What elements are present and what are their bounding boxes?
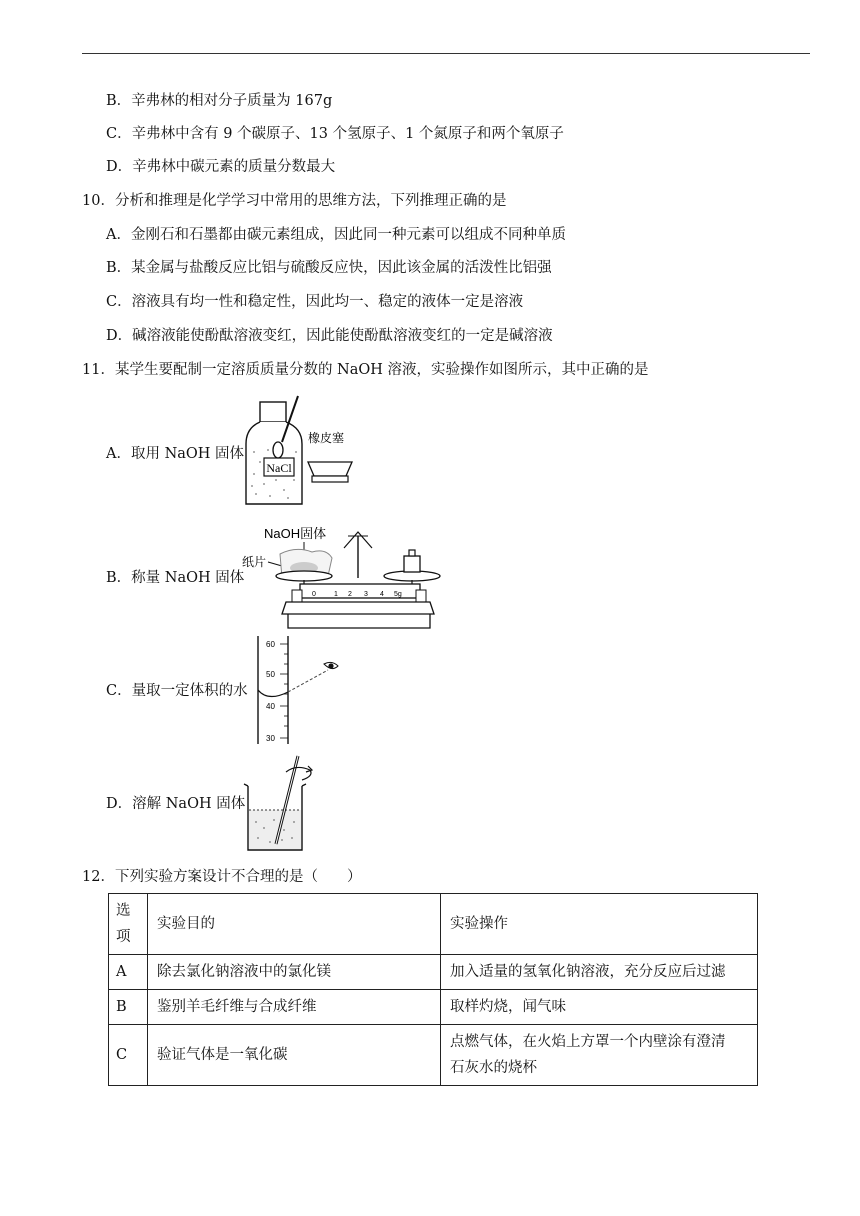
figure-measure-water — [236, 634, 356, 746]
svg-text:5g: 5g — [394, 591, 402, 598]
table-row — [109, 955, 758, 990]
svg-text:4: 4 — [380, 591, 384, 598]
graduated-cylinder-illustration — [236, 634, 356, 746]
svg-text:0: 0 — [312, 591, 316, 598]
beaker-illustration — [238, 752, 328, 856]
header-option: 选 项 — [109, 894, 148, 955]
row-option: B — [109, 990, 148, 1025]
row-operation: 取样灼烧，闻气味 — [441, 990, 758, 1025]
figure-weigh-solid — [240, 518, 445, 636]
header-operation: 实验操作 — [441, 894, 758, 955]
q9-option-c: C．辛弗林中含有 9 个碳原子、13 个氢原子、1 个氮原子和两个氧原子 — [106, 126, 564, 142]
q11-option-c: C．量取一定体积的水 — [106, 683, 248, 699]
svg-text:60: 60 — [266, 640, 275, 649]
q11-stem: 11．某学生要配制一定溶质质量分数的 NaOH 溶液，实验操作如图所示，其中正确的是 — [82, 362, 649, 378]
row-option: C — [109, 1025, 148, 1086]
table-row — [109, 990, 758, 1025]
figure-dissolve-solid — [238, 752, 328, 856]
q9-option-b: B．辛弗林的相对分子质量为 167g — [106, 93, 333, 109]
table-header-row — [109, 894, 758, 955]
q10-option-d: D．碱溶液能使酚酞溶液变红，因此能使酚酞溶液变红的一定是碱溶液 — [106, 328, 553, 344]
svg-text:橡皮塞: 橡皮塞 — [308, 431, 345, 445]
svg-text:30: 30 — [266, 734, 275, 743]
row-purpose: 除去氯化钠溶液中的氯化镁 — [148, 955, 441, 990]
svg-text:NaOH固体: NaOH固体 — [264, 526, 327, 541]
row-option: A — [109, 955, 148, 990]
header-purpose: 实验目的 — [148, 894, 441, 955]
q11-option-a: A．取用 NaOH 固体 — [106, 446, 245, 462]
row-purpose: 验证气体是一氧化碳 — [148, 1025, 441, 1086]
q10-option-a: A．金刚石和石墨都由碳元素组成，因此同一种元素可以组成不同种单质 — [106, 227, 566, 243]
svg-text:40: 40 — [266, 702, 275, 711]
balance-illustration — [240, 518, 445, 636]
svg-text:纸片: 纸片 — [242, 555, 267, 569]
table-row — [109, 1025, 758, 1086]
figure-take-solid — [240, 392, 370, 512]
q10-option-c: C．溶液具有均一性和稳定性，因此均一、稳定的液体一定是溶液 — [106, 294, 524, 310]
q9-option-d: D．辛弗林中碳元素的质量分数最大 — [106, 159, 336, 175]
row-operation: 加入适量的氢氧化钠溶液，充分反应后过滤 — [441, 955, 758, 990]
svg-text:50: 50 — [266, 670, 275, 679]
svg-text:3: 3 — [364, 591, 368, 598]
q11-option-d: D．溶解 NaOH 固体 — [106, 796, 246, 812]
svg-text:1: 1 — [334, 591, 338, 598]
reagent-bottle-illustration — [240, 392, 370, 512]
svg-text:2: 2 — [348, 591, 352, 598]
q12-table — [108, 893, 758, 1086]
q11-option-b: B．称量 NaOH 固体 — [106, 570, 245, 586]
row-purpose: 鉴别羊毛纤维与合成纤维 — [148, 990, 441, 1025]
header-rule — [82, 53, 810, 54]
q10-option-b: B．某金属与盐酸反应比铝与硫酸反应快，因此该金属的活泼性比铝强 — [106, 260, 552, 276]
svg-text:NaCl: NaCl — [266, 461, 292, 475]
q12-stem: 12．下列实验方案设计不合理的是（ ） — [82, 869, 362, 885]
row-operation: 点燃气体，在火焰上方罩一个内壁涂有澄清 石灰水的烧杯 — [441, 1025, 758, 1086]
q10-stem: 10．分析和推理是化学学习中常用的思维方法，下列推理正确的是 — [82, 193, 507, 209]
